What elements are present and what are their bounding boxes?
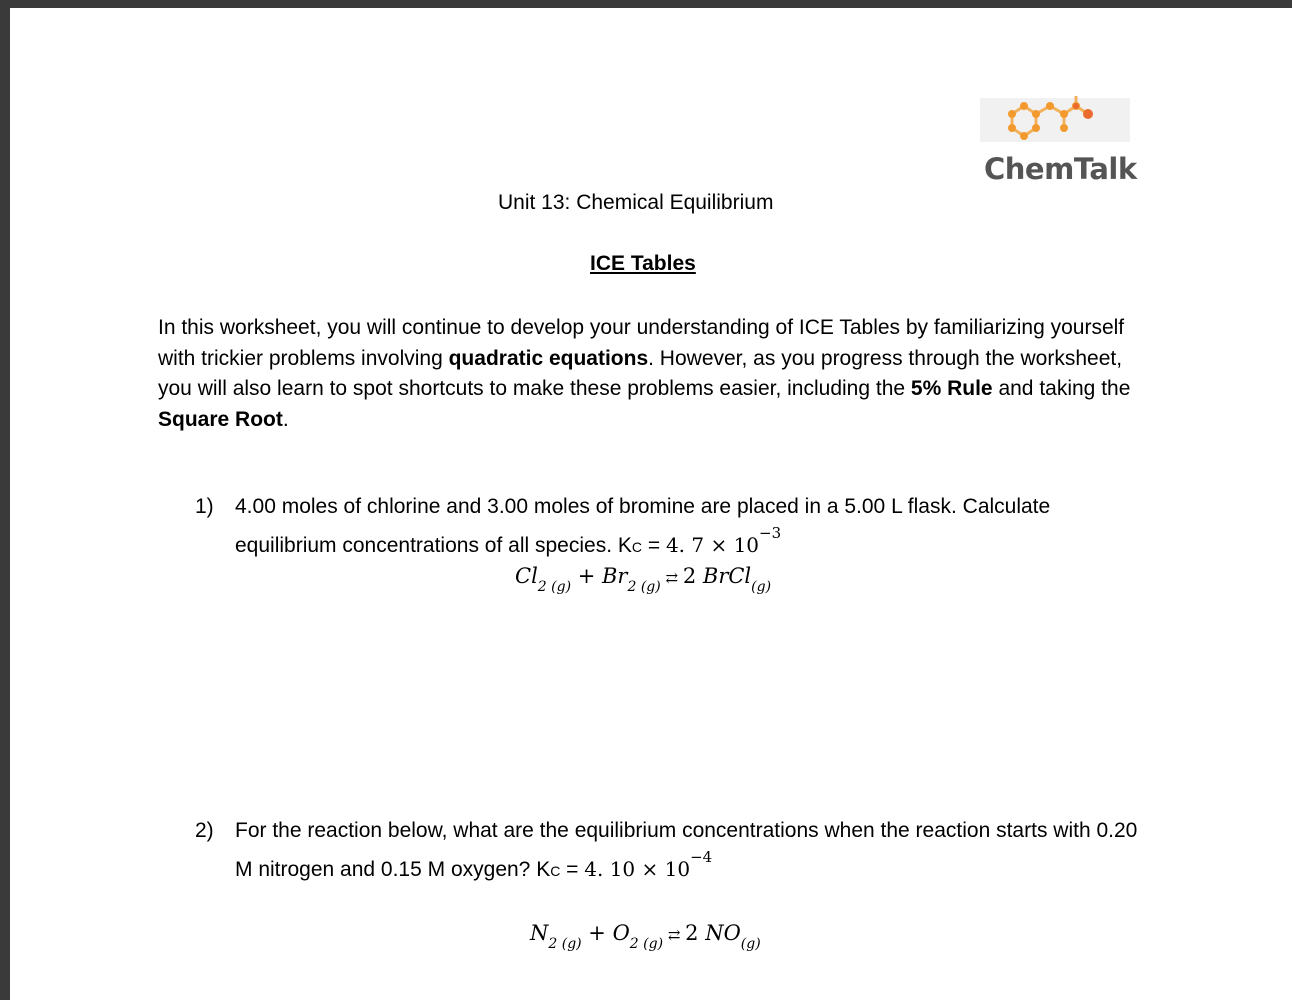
equilibrium-arrow-icon: ⇄ (660, 569, 683, 587)
intro-text: . However, as you progress through the worksheet, you will also learn to spot shortcuts to make these problems easier, including the (158, 346, 1123, 400)
question-number: 2) (195, 819, 214, 842)
chemtalk-logo (972, 92, 1152, 192)
reaction-equation-2: $N_{2 (g)} + O_{2 (g)}$ ⇄ 2 $NO_{(g)}$ (530, 921, 761, 952)
equilibrium-arrow-icon: ⇄ (663, 926, 686, 944)
intro-paragraph (158, 313, 1158, 435)
kc-value: 4. 7 × 10 (665, 533, 760, 557)
unit-title: Unit 13: Chemical Equilibrium (498, 191, 774, 214)
section-title: ICE Tables (590, 252, 696, 275)
reaction-equation-1: $Cl_{2 (g)} + Br_{2 (g)}$ ⇄ 2 BrCl$_{(g)}$ (515, 564, 772, 595)
kc-subscript: C (550, 863, 561, 879)
intro-bold-quadratic: quadratic equations (448, 346, 649, 370)
intro-text: and taking the (992, 377, 1131, 400)
worksheet-page (10, 8, 1292, 1000)
kc-exponent: −4 (690, 848, 713, 866)
molecule-icon (972, 92, 1152, 152)
kc-exponent: −3 (759, 524, 782, 542)
intro-text: . (282, 407, 289, 431)
kc-value: 4. 10 × 10 (584, 857, 691, 881)
kc-subscript: C (631, 539, 642, 555)
question-text: 4.00 moles of chlorine and 3.00 moles of bromine are placed in a 5.00 L flask. Calculate equilibrium concentrations of all species. KC = 4. $7 \times 10^{-3}$ (235, 495, 1051, 557)
question-text: For the reaction below, what are the equilibrium concentrations when the reaction starts with 0.20 M nitrogen and 0.15 M oxygen? KC = 4. $10 \times 10^{-4}$ (235, 819, 1138, 881)
intro-bold-root: Square Root (158, 407, 283, 431)
logo-text: ChemTalk (984, 152, 1137, 186)
intro-text: In this worksheet, you will continue to develop your understanding of ICE Tables by familiarizing yourself with trickier problems involving (158, 316, 1125, 370)
question-number: 1) (195, 495, 214, 518)
intro-bold-rule: 5% Rule (910, 377, 993, 400)
